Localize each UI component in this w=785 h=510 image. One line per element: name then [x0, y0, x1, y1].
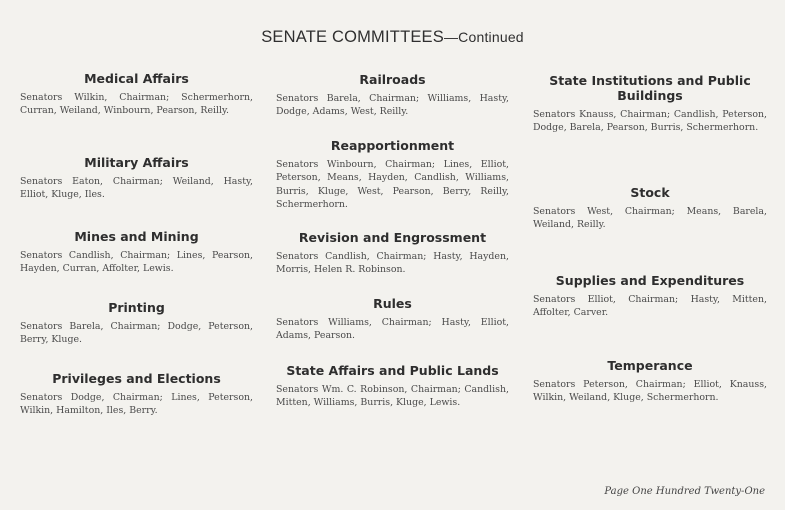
committee-members: Senators Candlish, Chairman; Hasty, Hayden, Morris, Helen R. Robinson.: [276, 251, 509, 276]
committee-printing: [20, 300, 253, 347]
committee-members: Senators West, Chairman; Means, Barela, Weiland, Reilly.: [533, 206, 767, 231]
page-title-continued: —Continued: [443, 29, 524, 45]
committee-stock: [533, 185, 767, 232]
committee-supplies-and-expenditures: [533, 273, 767, 320]
committee-reapportionment: [276, 138, 509, 211]
committee-rules: [276, 296, 509, 343]
committee-name: State Affairs and Public Lands: [286, 363, 499, 378]
committee-members: Senators Winbourn, Chairman; Lines, Elliot, Peterson, Means, Hayden, Candlish, Williams, Burris, Kluge, West, Pearson, Berry, Reilly, Schermerhorn.: [276, 159, 509, 210]
committee-name: Printing: [108, 300, 165, 315]
committee-name: Temperance: [607, 358, 693, 373]
committee-members: Senators Barela, Chairman; Dodge, Peterson, Berry, Kluge.: [20, 321, 253, 346]
committee-members: Senators Wm. C. Robinson, Chairman; Candlish, Mitten, Williams, Burris, Kluge, Lewis.: [276, 384, 509, 409]
committee-members: Senators Candlish, Chairman; Lines, Pearson, Hayden, Curran, Affolter, Lewis.: [20, 250, 253, 275]
committee-military-affairs: [20, 155, 253, 202]
committee-members: Senators Williams, Chairman; Hasty, Elliot, Adams, Pearson.: [276, 317, 509, 342]
committee-members: Senators Eaton, Chairman; Weiland, Hasty, Elliot, Kluge, Iles.: [20, 176, 253, 201]
committee-medical-affairs: [20, 71, 253, 118]
committee-members: Senators Wilkin, Chairman; Schermerhorn, Curran, Weiland, Winbourn, Pearson, Reilly.: [20, 92, 253, 117]
committee-members: Senators Dodge, Chairman; Lines, Peterson, Wilkin, Hamilton, Iles, Berry.: [20, 392, 253, 417]
committee-name: Railroads: [359, 72, 426, 87]
committee-members: Senators Elliot, Chairman; Hasty, Mitten, Affolter, Carver.: [533, 294, 767, 319]
committee-privileges-and-elections: [20, 371, 253, 418]
page-number-footer: Page One Hundred Twenty-One: [604, 486, 765, 497]
committee-name: Mines and Mining: [74, 229, 199, 244]
committee-name: Rules: [373, 296, 412, 311]
committee-members: Senators Knauss, Chairman; Candlish, Peterson, Dodge, Barela, Pearson, Burris, Schermerhorn.: [533, 109, 767, 134]
page-title-main: SENATE COMMITTEES: [261, 28, 444, 46]
committee-name: Supplies and Expenditures: [555, 273, 745, 288]
committee-name: Military Affairs: [84, 155, 189, 170]
committee-members: Senators Peterson, Chairman; Elliot, Knauss, Wilkin, Weiland, Kluge, Schermerhorn.: [533, 379, 767, 404]
committee-name: Privileges and Elections: [52, 371, 221, 386]
committee-mines-and-mining: [20, 229, 253, 276]
committee-railroads: [276, 72, 509, 119]
committee-state-affairs-and-public-lands: [276, 363, 509, 410]
committee-name: Stock: [630, 185, 670, 200]
committee-members: Senators Barela, Chairman; Williams, Hasty, Dodge, Adams, West, Reilly.: [276, 93, 509, 118]
page-title: [0, 28, 785, 47]
committee-name: Revision and Engrossment: [298, 230, 487, 245]
committee-name: Reapportionment: [330, 138, 455, 153]
committee-name: Medical Affairs: [84, 71, 189, 86]
committee-name: State Institutions and Public Buildings: [549, 73, 751, 103]
committee-revision-and-engrossment: [276, 230, 509, 277]
committee-state-institutions-and-public-buildings: [533, 73, 767, 135]
committee-temperance: [533, 358, 767, 405]
